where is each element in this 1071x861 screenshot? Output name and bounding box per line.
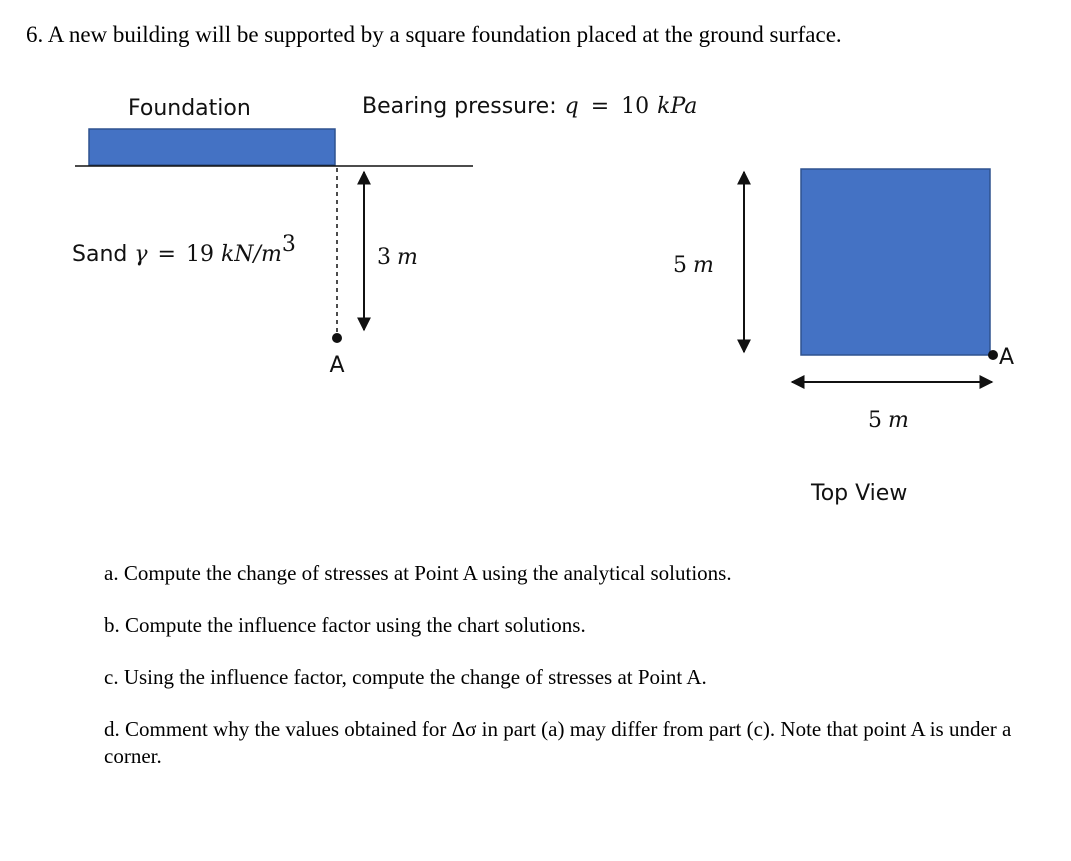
sand-unit-weight-label: Sand γ = 19 kN/m3 (72, 232, 296, 267)
point-a-label-top-view: A (999, 345, 1015, 370)
question-title: 6. A new building will be supported by a square foundation placed at the ground surface. (26, 22, 842, 47)
question-parts (104, 560, 1044, 795)
part-d: d. Comment why the values obtained for Δσ in part (a) may differ from part (c). Note that point A is under a corner. (104, 717, 1012, 768)
depth-dimension-label: 3 m (377, 245, 418, 270)
width-dimension-label-top-view: 5 m (868, 408, 909, 433)
point-a-marker-top-view (988, 350, 998, 360)
point-a-label-side: A (329, 353, 345, 378)
point-a-marker-side (332, 333, 342, 343)
part-c: c. Using the influence factor, compute the change of stresses at Point A. (104, 665, 707, 689)
foundation-top-view (801, 169, 990, 355)
foundation-block-side (89, 129, 335, 165)
part-a: a. Compute the change of stresses at Point A using the analytical solutions. (104, 561, 732, 585)
bearing-pressure-label: Bearing pressure: q = 10 kPa (362, 94, 698, 119)
foundation-label: Foundation (128, 96, 251, 121)
top-view-caption: Top View (811, 481, 908, 506)
part-b: b. Compute the influence factor using the chart solutions. (104, 613, 586, 637)
side-dimension-label-top-view: 5 m (673, 253, 714, 278)
